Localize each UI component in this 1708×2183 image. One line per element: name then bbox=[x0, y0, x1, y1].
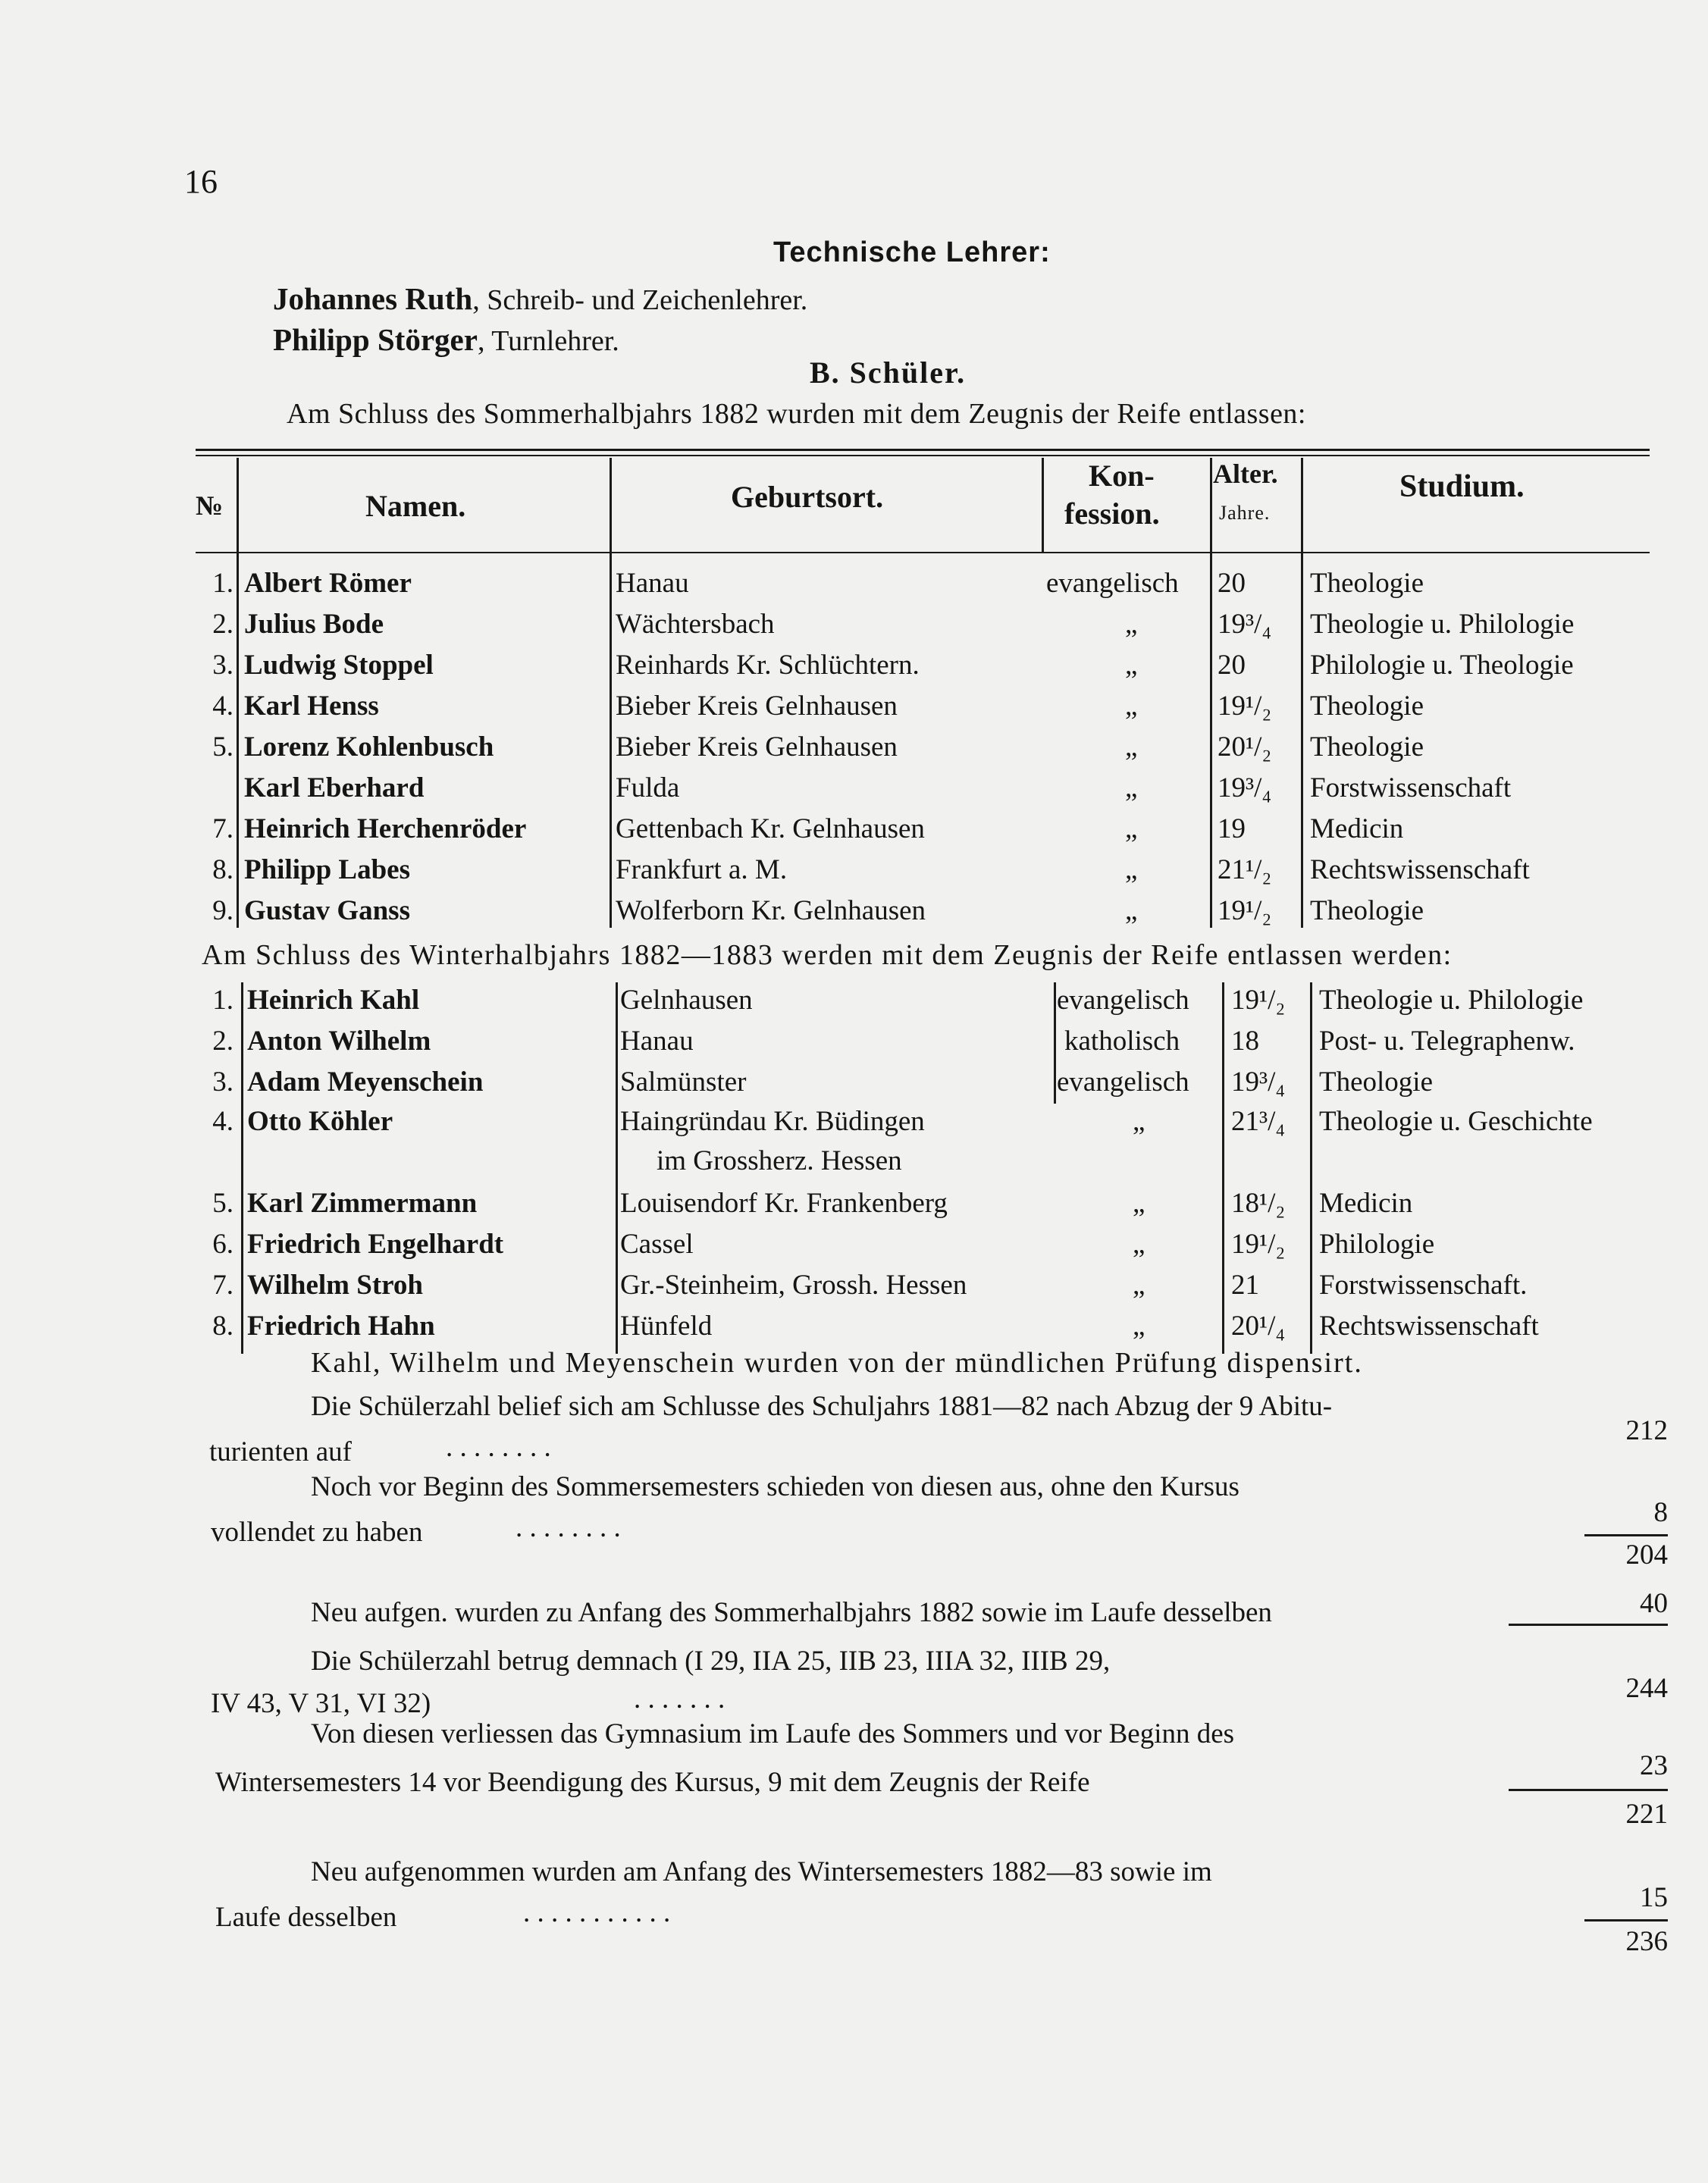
row-number: 5. bbox=[212, 731, 233, 763]
teacher-name: Philipp Störger bbox=[273, 322, 478, 357]
age: 19¹/₂ bbox=[1218, 691, 1272, 722]
study: Post- u. Telegraphenw. bbox=[1319, 1026, 1575, 1057]
birthplace: Hanau bbox=[620, 1026, 694, 1057]
row-number: 7. bbox=[212, 1270, 233, 1301]
winter-intro: Am Schluss des Winterhalbjahrs 1882—1883 werden mit dem Zeugnis der Reife entlassen werden: bbox=[202, 939, 1453, 971]
birthplace-continued: im Grossherz. Hessen bbox=[657, 1145, 902, 1176]
table-row bbox=[0, 1310, 1708, 1351]
table-header-rule bbox=[196, 552, 1650, 553]
column-header-confession: Kon- bbox=[1089, 459, 1155, 493]
teacher-entry bbox=[273, 280, 807, 317]
student-name: Anton Wilhelm bbox=[247, 1026, 431, 1057]
table-row bbox=[0, 1187, 1708, 1228]
dispensation-note: Kahl, Wilhelm und Meyenschein wurden von der mündlichen Prüfung dispensirt. bbox=[311, 1347, 1363, 1379]
student-name: Heinrich Kahl bbox=[247, 985, 420, 1016]
student-name: Julius Bode bbox=[244, 609, 384, 640]
student-name: Wilhelm Stroh bbox=[247, 1270, 423, 1301]
age: 20 bbox=[1218, 650, 1246, 681]
age: 20¹/₄ bbox=[1231, 1311, 1286, 1342]
study: Theologie u. Philologie bbox=[1319, 985, 1584, 1016]
birthplace: Louisendorf Kr. Frankenberg bbox=[620, 1188, 948, 1219]
age: 21¹/₂ bbox=[1218, 854, 1272, 885]
birthplace: Wolferborn Kr. Gelnhausen bbox=[616, 895, 926, 926]
study: Theologie u. Geschichte bbox=[1319, 1106, 1593, 1137]
age: 20 bbox=[1218, 568, 1246, 599]
birthplace: Hanau bbox=[616, 568, 689, 599]
column-header-no: № bbox=[196, 490, 224, 521]
birthplace: Reinhards Kr. Schlüchtern. bbox=[616, 650, 920, 681]
row-number: 2. bbox=[212, 609, 233, 640]
table-row bbox=[0, 894, 1708, 935]
table-row bbox=[0, 567, 1708, 608]
table-top-rule bbox=[196, 449, 1650, 451]
column-header-confession: fession. bbox=[1064, 496, 1160, 531]
stat-subtotal: 221 bbox=[1625, 1799, 1668, 1830]
table-top-rule bbox=[196, 455, 1650, 456]
row-number: 6. bbox=[212, 1229, 233, 1260]
study: Philologie bbox=[1319, 1229, 1435, 1260]
age: 19¹/₂ bbox=[1231, 1229, 1286, 1260]
study: Forstwissenschaft bbox=[1310, 772, 1512, 803]
table-row bbox=[0, 1269, 1708, 1310]
student-name: Karl Henss bbox=[244, 691, 379, 722]
sum-rule bbox=[1584, 1534, 1668, 1536]
confession: „ bbox=[1125, 813, 1138, 844]
dot-leader: . . . . . . . . bbox=[446, 1432, 551, 1463]
table-row-continuation bbox=[0, 1145, 1708, 1185]
table-row bbox=[0, 690, 1708, 731]
birthplace: Bieber Kreis Gelnhausen bbox=[616, 731, 898, 763]
students-heading: B. Schüler. bbox=[810, 355, 967, 390]
stat-line: IV 43, V 31, VI 32) bbox=[211, 1688, 431, 1719]
student-name: Ludwig Stoppel bbox=[244, 650, 434, 681]
age: 20¹/₂ bbox=[1218, 731, 1272, 763]
birthplace: Salmünster bbox=[620, 1066, 747, 1098]
stat-total: 236 bbox=[1625, 1926, 1668, 1957]
table-row bbox=[0, 608, 1708, 649]
table-row bbox=[0, 984, 1708, 1025]
technical-teachers-heading: Technische Lehrer: bbox=[773, 236, 1051, 268]
student-name: Friedrich Engelhardt bbox=[247, 1229, 504, 1260]
study: Rechtswissenschaft bbox=[1310, 854, 1530, 885]
age: 19³/₄ bbox=[1218, 772, 1272, 803]
stat-value: 8 bbox=[1653, 1497, 1668, 1528]
column-header-name: Namen. bbox=[365, 489, 466, 523]
birthplace: Bieber Kreis Gelnhausen bbox=[616, 691, 898, 722]
student-name: Lorenz Kohlenbusch bbox=[244, 731, 494, 763]
teacher-name: Johannes Ruth bbox=[273, 281, 473, 316]
confession: „ bbox=[1125, 895, 1138, 926]
birthplace: Wächtersbach bbox=[616, 609, 775, 640]
stat-value: 40 bbox=[1640, 1588, 1668, 1619]
study: Theologie u. Philologie bbox=[1310, 609, 1575, 640]
column-header-age: Alter. bbox=[1213, 459, 1278, 489]
dot-leader: . . . . . . . . bbox=[516, 1512, 621, 1543]
row-number: 9. bbox=[212, 895, 233, 926]
stat-line: vollendet zu haben bbox=[211, 1517, 423, 1548]
stat-value: 23 bbox=[1640, 1750, 1668, 1781]
column-header-birthplace: Geburtsort. bbox=[731, 480, 884, 514]
column-divider bbox=[1042, 458, 1044, 552]
row-number: 3. bbox=[212, 650, 233, 681]
table-row bbox=[0, 853, 1708, 894]
sum-rule bbox=[1509, 1789, 1668, 1791]
confession: evangelisch bbox=[1046, 568, 1179, 599]
confession: „ bbox=[1133, 1270, 1145, 1301]
stat-line: Die Schülerzahl betrug demnach (I 29, IIA 25, IIB 23, IIIA 32, IIIB 29, bbox=[311, 1646, 1111, 1677]
confession: katholisch bbox=[1064, 1026, 1180, 1057]
stat-value: 212 bbox=[1625, 1415, 1668, 1446]
confession: „ bbox=[1133, 1188, 1145, 1219]
stat-subtotal: 204 bbox=[1625, 1539, 1668, 1571]
confession: „ bbox=[1133, 1311, 1145, 1342]
student-name: Otto Köhler bbox=[247, 1106, 393, 1137]
student-name: Heinrich Herchenröder bbox=[244, 813, 527, 844]
student-name: Karl Eberhard bbox=[244, 772, 425, 803]
summer-intro: Am Schluss des Sommerhalbjahrs 1882 wurden mit dem Zeugnis der Reife entlassen: bbox=[287, 398, 1306, 430]
column-header-study: Studium. bbox=[1399, 469, 1525, 504]
student-name: Karl Zimmermann bbox=[247, 1188, 478, 1219]
confession: „ bbox=[1125, 691, 1138, 722]
stat-line: Laufe desselben bbox=[215, 1902, 397, 1933]
dot-leader: . . . . . . . bbox=[634, 1683, 726, 1715]
study: Philologie u. Theologie bbox=[1310, 650, 1574, 681]
confession: „ bbox=[1133, 1106, 1145, 1137]
row-number: 7. bbox=[212, 813, 233, 844]
student-name: Gustav Ganss bbox=[244, 895, 410, 926]
student-name: Philipp Labes bbox=[244, 854, 411, 885]
confession: „ bbox=[1125, 772, 1138, 803]
stat-line: Neu aufgen. wurden zu Anfang des Sommerhalbjahrs 1882 sowie im Laufe desselben bbox=[311, 1597, 1272, 1628]
stat-line: turienten auf bbox=[209, 1436, 352, 1467]
study: Theologie bbox=[1310, 731, 1424, 763]
age: 19³/₄ bbox=[1231, 1066, 1286, 1098]
age: 19 bbox=[1218, 813, 1246, 844]
student-name: Friedrich Hahn bbox=[247, 1311, 435, 1342]
row-number: 5. bbox=[212, 1188, 233, 1219]
birthplace: Hünfeld bbox=[620, 1311, 713, 1342]
birthplace: Gelnhausen bbox=[620, 985, 753, 1016]
study: Theologie bbox=[1310, 691, 1424, 722]
birthplace: Gr.-Steinheim, Grossh. Hessen bbox=[620, 1270, 967, 1301]
row-number: 4. bbox=[212, 691, 233, 722]
confession: „ bbox=[1125, 650, 1138, 681]
confession: „ bbox=[1125, 731, 1138, 763]
table-row bbox=[0, 649, 1708, 690]
table-row bbox=[0, 1066, 1708, 1107]
study: Theologie bbox=[1310, 895, 1424, 926]
stat-line: Von diesen verliessen das Gymnasium im Laufe des Sommers und vor Beginn des bbox=[311, 1718, 1235, 1749]
dot-leader: . . . . . . . . . . . bbox=[523, 1897, 671, 1928]
table-row bbox=[0, 1228, 1708, 1269]
confession: evangelisch bbox=[1057, 1066, 1189, 1098]
study: Rechtswissenschaft bbox=[1319, 1311, 1539, 1342]
age: 18 bbox=[1231, 1026, 1259, 1057]
age: 19³/₄ bbox=[1218, 609, 1272, 640]
stat-line: Wintersemesters 14 vor Beendigung des Kursus, 9 mit dem Zeugnis der Reife bbox=[215, 1767, 1090, 1798]
birthplace: Frankfurt a. M. bbox=[616, 854, 788, 885]
stat-line: Die Schülerzahl belief sich am Schlusse des Schuljahrs 1881—82 nach Abzug der 9 Abitu- bbox=[311, 1391, 1333, 1422]
birthplace: Haingründau Kr. Büdingen bbox=[620, 1106, 925, 1137]
study: Medicin bbox=[1319, 1188, 1413, 1219]
birthplace: Cassel bbox=[620, 1229, 694, 1260]
age: 21 bbox=[1231, 1270, 1259, 1301]
row-number: 8. bbox=[212, 1311, 233, 1342]
student-name: Albert Römer bbox=[244, 568, 412, 599]
stat-line: Neu aufgenommen wurden am Anfang des Wintersemesters 1882—83 sowie im bbox=[311, 1856, 1212, 1887]
confession: evangelisch bbox=[1057, 985, 1189, 1016]
row-number: 2. bbox=[212, 1026, 233, 1057]
confession: „ bbox=[1125, 854, 1138, 885]
row-number: 1. bbox=[212, 985, 233, 1016]
row-number: 8. bbox=[212, 854, 233, 885]
row-number: 1. bbox=[212, 568, 233, 599]
study: Medicin bbox=[1310, 813, 1404, 844]
study: Theologie bbox=[1310, 568, 1424, 599]
teacher-role: , Schreib- und Zeichenlehrer. bbox=[472, 284, 808, 316]
age: 19¹/₂ bbox=[1218, 895, 1272, 926]
sum-rule bbox=[1509, 1624, 1668, 1626]
teacher-entry bbox=[273, 321, 619, 358]
age: 18¹/₂ bbox=[1231, 1188, 1286, 1219]
birthplace: Gettenbach Kr. Gelnhausen bbox=[616, 813, 925, 844]
teacher-role: , Turnlehrer. bbox=[477, 325, 619, 357]
sum-rule bbox=[1584, 1919, 1668, 1921]
table-row bbox=[0, 772, 1708, 813]
study: Theologie bbox=[1319, 1066, 1434, 1098]
stat-line: Noch vor Beginn des Sommersemesters schieden von diesen aus, ohne den Kursus bbox=[311, 1471, 1239, 1502]
birthplace: Fulda bbox=[616, 772, 680, 803]
age: 21³/₄ bbox=[1231, 1106, 1286, 1137]
page-number: 16 bbox=[184, 163, 218, 200]
student-name: Adam Meyenschein bbox=[247, 1066, 484, 1098]
column-header-age-unit: Jahre. bbox=[1219, 502, 1271, 524]
stat-value: 244 bbox=[1625, 1673, 1668, 1704]
row-number: 3. bbox=[212, 1066, 233, 1098]
table-row bbox=[0, 1025, 1708, 1066]
table-row bbox=[0, 731, 1708, 772]
table-row bbox=[0, 1105, 1708, 1146]
confession: „ bbox=[1125, 609, 1138, 640]
table-row bbox=[0, 813, 1708, 853]
row-number: 4. bbox=[212, 1106, 233, 1137]
confession: „ bbox=[1133, 1229, 1145, 1260]
age: 19¹/₂ bbox=[1231, 985, 1286, 1016]
study: Forstwissenschaft. bbox=[1319, 1270, 1528, 1301]
stat-value: 15 bbox=[1640, 1882, 1668, 1913]
